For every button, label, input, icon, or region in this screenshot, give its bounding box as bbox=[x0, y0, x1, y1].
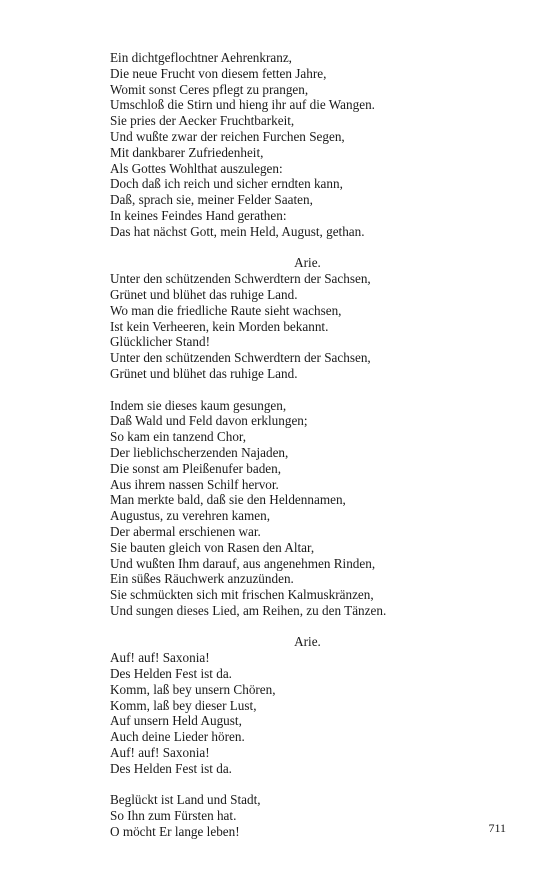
verse-line: Unter den schützenden Schwerdtern der Sachsen, bbox=[110, 350, 371, 366]
verse-line: Die sonst am Pleißenufer baden, bbox=[110, 460, 282, 476]
stanza-1 bbox=[110, 50, 505, 240]
verse-line: Auch deine Lieder hören. bbox=[110, 729, 245, 745]
aria-heading-1: Arie. bbox=[294, 255, 321, 271]
verse-line: Mit dankbarer Zufriedenheit, bbox=[110, 144, 264, 160]
verse-line: In keines Feindes Hand gerathen: bbox=[110, 207, 287, 223]
verse-line: Doch daß ich reich und sicher erndten kann, bbox=[110, 176, 343, 192]
verse-line: Unter den schützenden Schwerdtern der Sachsen, bbox=[110, 271, 371, 287]
aria-heading-2: Arie. bbox=[294, 634, 321, 650]
page-number: 711 bbox=[488, 821, 506, 835]
verse-line: Auf unsern Held August, bbox=[110, 713, 242, 729]
verse-line: Der abermal erschienen war. bbox=[110, 523, 261, 539]
verse-line: Ein dichtgeflochtner Aehrenkranz, bbox=[110, 50, 292, 65]
verse-line: Augustus, zu verehren kamen, bbox=[110, 508, 271, 524]
verse-line: Ein süßes Räuchwerk anzuzünden. bbox=[110, 571, 294, 587]
verse-line: Glücklicher Stand! bbox=[110, 334, 210, 350]
verse-line: O möcht Er lange leben! bbox=[110, 824, 240, 840]
verse-line: Man merkte bald, daß sie den Heldennamen, bbox=[110, 492, 346, 508]
verse-line: Sie schmückten sich mit frischen Kalmuskränzen, bbox=[110, 587, 374, 603]
verse-line: Die neue Frucht von diesem fetten Jahre, bbox=[110, 65, 327, 81]
verse-line: Und sungen dieses Lied, am Reihen, zu den Tänzen. bbox=[110, 602, 387, 618]
verse-line: Und wußte zwar der reichen Furchen Segen, bbox=[110, 128, 345, 144]
verse-line: Komm, laß bey unsern Chören, bbox=[110, 681, 276, 697]
verse-line: Und wußten Ihm darauf, aus angenehmen Rinden, bbox=[110, 555, 376, 571]
verse-line: Grünet und blühet das ruhige Land. bbox=[110, 365, 298, 381]
verse-line: Ist kein Verheeren, kein Morden bekannt. bbox=[110, 318, 329, 334]
verse-line: Aus ihrem nassen Schilf hervor. bbox=[110, 476, 279, 492]
verse-line: Umschloß die Stirn und hieng ihr auf die Wangen. bbox=[110, 97, 375, 113]
verse-line: Der lieblichscherzenden Najaden, bbox=[110, 444, 289, 460]
verse-line: Auf! auf! Saxonia! bbox=[110, 650, 210, 666]
verse-line: Sie pries der Aecker Fruchtbarkeit, bbox=[110, 113, 295, 129]
verse-line: Auf! auf! Saxonia! bbox=[110, 745, 210, 761]
verse-line: So Ihn zum Fürsten hat. bbox=[110, 808, 237, 824]
verse-line: Indem sie dieses kaum gesungen, bbox=[110, 397, 287, 413]
verse-line: So kam ein tanzend Chor, bbox=[110, 429, 247, 445]
verse-line: Beglückt ist Land und Stadt, bbox=[110, 792, 261, 808]
verse-line: Komm, laß bey dieser Lust, bbox=[110, 697, 257, 713]
verse-line: Wo man die friedliche Raute sieht wachsen, bbox=[110, 302, 342, 318]
stanza-2 bbox=[110, 398, 505, 619]
verse-line: Daß Wald und Feld davon erklungen; bbox=[110, 413, 308, 429]
aria-2 bbox=[110, 650, 505, 776]
aria-1 bbox=[110, 271, 505, 382]
verse-line: Als Gottes Wohlthat auszulegen: bbox=[110, 160, 283, 176]
poem-page bbox=[110, 50, 505, 840]
verse-line: Daß, sprach sie, meiner Felder Saaten, bbox=[110, 192, 313, 208]
verse-line: Grünet und blühet das ruhige Land. bbox=[110, 286, 298, 302]
verse-line: Womit sonst Ceres pflegt zu prangen, bbox=[110, 81, 309, 97]
verse-line: Sie bauten gleich von Rasen den Altar, bbox=[110, 539, 315, 555]
verse-line: Des Helden Fest ist da. bbox=[110, 666, 232, 682]
verse-line: Des Helden Fest ist da. bbox=[110, 760, 232, 776]
stanza-3 bbox=[110, 792, 505, 839]
verse-line: Das hat nächst Gott, mein Held, August, gethan. bbox=[110, 223, 365, 239]
